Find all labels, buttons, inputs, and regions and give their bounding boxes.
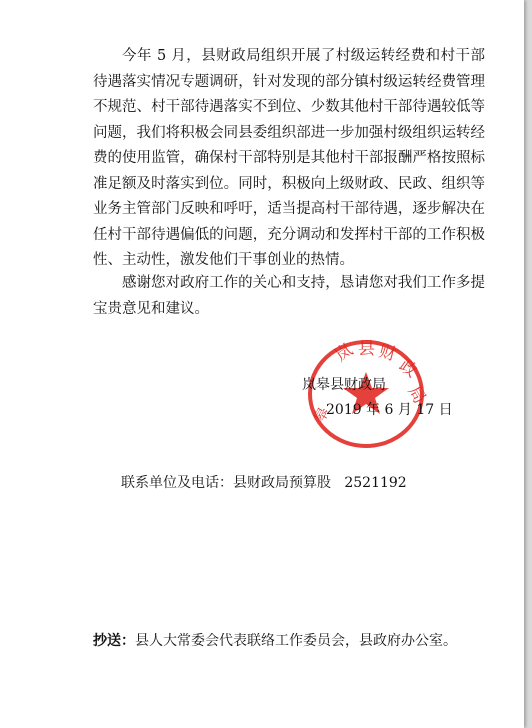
signature-org: 岚皋县财政局 <box>302 377 386 393</box>
signature-date: 2019 年 6 月 17 日 <box>326 402 453 418</box>
cc-label: 抄送： <box>93 633 135 649</box>
body-paragraph-2: 感谢您对政府工作的关心和支持，恳请您对我们工作多提宝贵意见和建议。 <box>93 275 485 317</box>
svg-text:政: 政 <box>395 355 421 382</box>
svg-text:县: 县 <box>358 339 375 359</box>
cc-recipients: 县人大常委会代表联络工作委员会，县政府办公室。 <box>135 633 457 649</box>
contact-info: 联系单位及电话：县财政局预算股 2521192 <box>121 475 407 491</box>
svg-text:局: 局 <box>403 382 430 408</box>
svg-text:岚: 岚 <box>331 339 357 367</box>
body-paragraph-1: 今年 5 月，县财政局组织开展了村级运转经费和村干部待遇落实情况专题调研，针对发现的部分镇村级运转经费管理不规范、村干部待遇落实不到位、少数其他村干部待遇较低等问题，我们将积极会同县委组织部进一步加强村级组织运转经费的使用监管，确保村干部特别是其他村干部报酬严格按照标准足额及时落实到位。同时，积极向上级财政、民政、组织等业务主管部门反映和呼吁，适当提高村干部待遇，逐步解决在任村干部待遇偏低的问题，充分调动和发挥村干部的工作积极性、主动性，激发他们干事创业的热情。 <box>93 48 485 268</box>
svg-text:财: 财 <box>376 341 399 366</box>
cc-line <box>93 630 457 650</box>
svg-text:皋: 皋 <box>309 403 333 426</box>
